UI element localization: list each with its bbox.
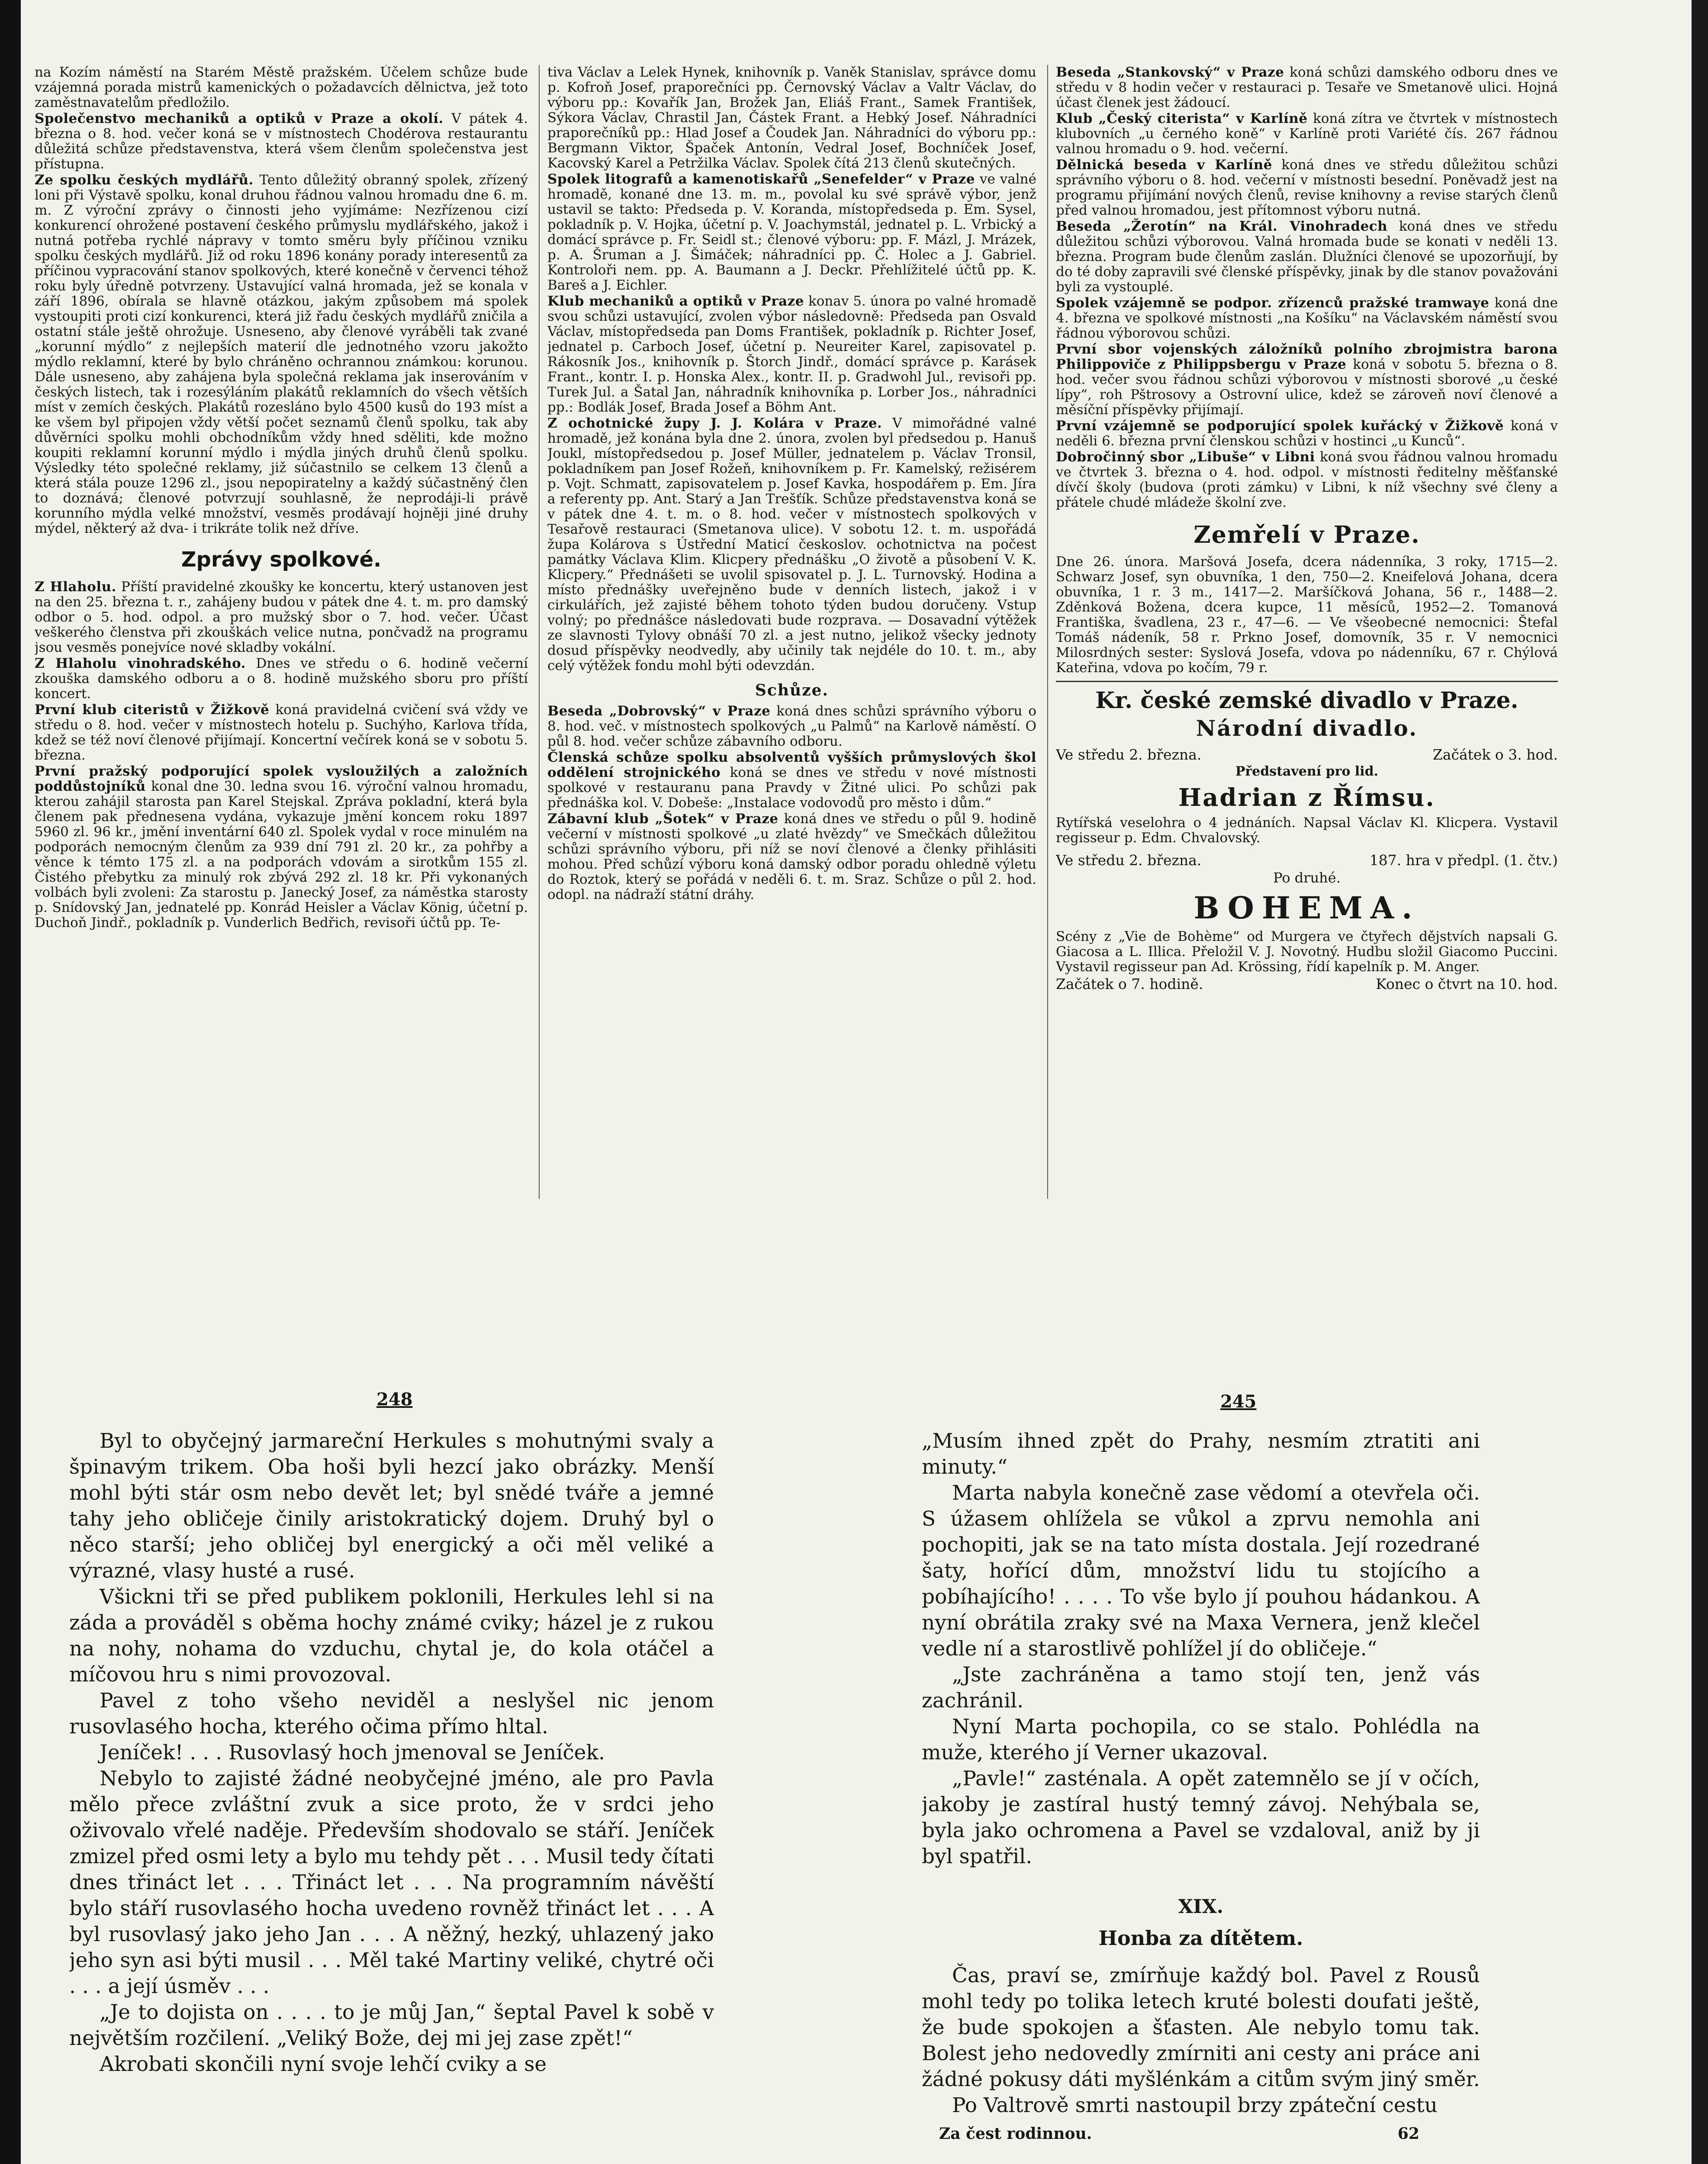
book-paragraph: „Je to dojista on . . . . to je můj Jan,“ šeptal Pavel k sobě v největším rozčilení. „Veliký Bože, dej mi jej zase zpět!“ <box>69 2000 714 2050</box>
news-column-2 <box>547 65 1036 1255</box>
notice-text: koná dnes ve středu důležitou schůzi výborovou. Valná hromada bude se konati v neděli 13. března. Program bude členům zaslán. Dlužníci členové se upozorňují, by do té doby zapravili své členské příspěvky, jinak by dle stanov považováni byli za vystouplé. <box>1056 219 1558 295</box>
notice-lead: Spolek litografů a kamenotiskařů „Senefelder“ v Praze <box>547 171 975 187</box>
notice-item <box>1056 158 1558 218</box>
notice-lead: Členská schůze spolku absolventů vyšších průmyslových škol oddělení strojnického <box>547 750 1036 780</box>
notice-lead: První klub citeristů v Žižkově <box>35 702 270 718</box>
scan-edge-left <box>0 0 21 2164</box>
notice-text: Dnes ve středu o 6. hodině večerní zkouška damského odboru a o 8. hodině mužského sboru pro příští koncert. <box>35 656 528 702</box>
notice-lead: První sbor vojenských záložníků polního zbrojmistra barona Philippoviče z Philippsbergu v Praze <box>1056 341 1558 372</box>
notice-text: konal dne 30. ledna svou 16. výroční valnou hromadu, kterou zahájil starosta pan Karel Stejskal. Zpráva pokladní, která byla členem pak přednesena vydána, vykazuje jmění koncem roku 1897 5960 zl. 96 kr., jmění inventární 640 zl. Spolek vydal v roce minulém na podporách nemocným členům za 939 dní 791 zl. 20 kr., za pohřby a věnce k témto 175 zl. a na podporách vdovám a sirotkům 155 zl. Čistého přebytku za minulý rok zbývá 292 zl. 18 kr. Při vykonaných volbách byli zvoleni: Za starostu p. Janecký Josef, za náměstka starosty p. Snídovský Jan, jednatelé pp. Konrád Heisler a Václav König, účetní p. Duchoň Jindř., pokladník p. Vunderlich Bedřich, revisoři účtů pp. Te- <box>35 779 528 931</box>
notice-item <box>547 65 1036 171</box>
performance-date: Ve středu 2. března. <box>1056 746 1202 763</box>
book-text <box>922 1428 1480 1870</box>
notice-lead: Z Hlaholu. <box>35 579 116 595</box>
notice-text: V mimořádné valné hromadě, jež konána byla dne 2. února, zvolen byl předsedou p. Hanuš Joukl, místopředsedou p. Josef Müller, jednatelem p. Václav Tronsil, pokladníkem pan Josef Rožeň, knihovníkem p. Fr. Kamelský, režisérem p. Vojt. Schmatt, zapisovatelem p. Josef Kavka, hospodářem p. Em. Jíra a referenty pp. Ant. Starý a Jan Trešťík. Schůze představenstva koná se v pátek dne 4. t. m. o 8. hod. večer v místnostech spolkových v Tesařově restauraci (Smetanova ulice). V sobotu 12. t. m. uspořádá župa Kolárova s Ústřední Maticí českoslov. ochotnictva na počest památky Václava Klim. Klicpery přednášku „O životě a působení V. K. Klicpery.“ Přednášeti se uvolil spisovatel p. J. L. Turnovský. Hodina a místo přednášky uveřejněno bude v denních listech, jakož i v cirkulářích, jež zajisté během tohoto týden budou doručeny. Vstup volný; po přednášce následovati bude rozprava. — Dosavadní výtěžek ze slavnosti Tylovy obnáší 70 zl. a jest nutno, jelikož všecky jednoty dosud příspěvky neodvedly, aby učinily tak nejdéle do 10. t. m., aby celý výtěžek fondu mohl býti odevzdán. <box>547 415 1036 673</box>
performance-2-header <box>1056 852 1558 869</box>
book-paragraph: Nyní Marta pochopila, co se stalo. Pohlédla na muže, kterého jí Verner ukazoval. <box>922 1715 1480 1765</box>
book-paragraph: Marta nabyla konečně zase vědomí a otevřela oči. S úžasem ohlížela se vůkol a zprvu nemohla ani pochopiti, jak se na tato místa dostala. Její rozedrané šaty, hořící dům, množství lidu tu stojícího a pobíhajícího! . . . . To vše bylo jí pouhou hádankou. A nyní obrátila zraky své na Maxa Vernera, jenž klečel vedle ní a starostlivě pohlížel jí do obličeje.“ <box>922 1481 1480 1661</box>
play-description: Scény z „Vie de Bohème“ od Murgera ve čtyřech dějstvích napsali G. Giacosa a L. Illica. Přeložil V. J. Novotný. Hudbu složil Giacomo Puccini. Vystavil regisseur pan Ad. Krössing, řídí kapelník p. M. Anger. <box>1056 929 1558 975</box>
notice-text: ve valné hromadě, konané dne 13. m. m., povolal ku své správě výbor, jenž ustavil se takto: Předseda p. V. Koranda, místopředseda p. Em. Sysel, pokladník p. V. Hojka, účetní p. V. Joachymstál, jednatel p. L. Vrbický a domácí správce p. Fr. Seidl st.; členové výboru: pp. F. Mázl, J. Mrázek, p. A. Šruman a J. Šimáček; náhradníci pp. Č. Holec a J. Gabriel. Kontroloři nem. pp. A. Baumann a J. Deckr. Přehlížitelé účtů pp. K. Bareš a J. Eichler. <box>547 171 1036 293</box>
notice-text: koná svou řádnou valnou hromadu ve čtvrtek 3. března o 4. hod. odpol. v místnosti ředitelny měšťanské dívčí školy (budova (proti zámku) v Libni, k níž všechny své členy a přátele chudé mládeže školní zve. <box>1056 449 1558 510</box>
notice-text: koná dnes ve středu důležitou schůzi správního výboru o 8. hod. večerní v místnosti besední. Poněvadž jest na programu přijímání nových členů, revise knihovny a revise starých členů před valnou hromadou, jest přítomnost výboru nutná. <box>1056 157 1558 218</box>
notice-lead: Klub mechaniků a optiků v Praze <box>547 293 804 309</box>
book-paragraph: „Musím ihned zpět do Prahy, nesmím ztratiti ani minuty.“ <box>922 1429 1480 1479</box>
performance-1-header <box>1056 746 1558 763</box>
chapter-number: XIX. <box>1178 1896 1224 1918</box>
notice-item <box>547 416 1036 673</box>
notice-item <box>547 172 1036 293</box>
notice-item <box>35 173 528 536</box>
notice-item <box>1056 65 1558 110</box>
chapter-text <box>922 1963 1480 2119</box>
notice-text: Příští pravidelné zkoušky ke koncertu, který ustanoven jest na den 25. března t. r., zahájeny budou v pátek dne 4. t. m. pro damský odbor o 5. hod. odpol. a pro mužský sbor o 7. hod. večer. Účast veškerého členstva při zkouškách velice nutna, pončvadž na programu jsou vesměs ponejvíce nové skladby vokální. <box>35 579 528 655</box>
notice-text: V pátek 4. března o 8. hod. večer koná se v místnostech Chodérova restaurantu důležitá schůze představenstva, která všem členům společenstva jest přístupna. <box>35 111 528 172</box>
book-paragraph: Všickni tři se před publikem poklonili, Herkules lehl si na záda a prováděl s oběma hochy známé cviky; házel je z rukou na nohy, nohama do vzduchu, chytal je, do kola otáčel a míčovou hru s nimi provozoval. <box>69 1585 714 1687</box>
notice-lead: Klub „Český citerista“ v Karlíně <box>1056 111 1308 126</box>
notice-item <box>35 656 528 702</box>
notice-lead: Dobročinný sbor „Libuše“ v Libni <box>1056 449 1315 465</box>
notice-item <box>547 750 1036 811</box>
notice-item <box>547 704 1036 749</box>
book-paragraph: Jeníček! . . . Rusovlasý hoch jmenoval se Jeníček. <box>100 1741 605 1765</box>
notice-text: Tento důležitý obranný spolek, zřízený loni při Výstavě spolku, konal druhou řádnou valnou hromadu dne 6. m. m. Z výroční zprávy o činnosti jeho vyjímáme: Nezřízenou cizí konkurencí ohrožené postavení českého průmyslu mydlářského, jakož i nutná potřeba rychlé nápravy v tomto směru byly příčinou vzniku spolku českých mydlářů. Již od roku 1896 konány porady interesentů za příčinou vypracování stanov spolkových, které konečně v červenci téhož roku byly úředně potvrzeny. Ustavující valná hromada, jež se konala v září 1896, obírala se hlavně otázkou, jakým způsobem má spolek vystoupiti proti cizí konkurenci, která již řadu českých mydlářů zničila a ostatní stále ještě ohrožuje. Usneseno, aby členové vyráběli tak zvané „korunní mýdlo“ z nejlepších materií dle jednotného vzoru jakožto mýdlo reklamní, které by bylo chráněno ochrannou známkou: korunou. Dále usneseno, aby zahájena byla společná reklama jak inserováním v českých listech, tak i rozesýláním plakátů reklamních do všech větších míst v zemích českých. Plakátů rozesláno bylo 4500 kusů do 193 míst a ke všem byl připojen vždy větší počet seznamů členů spolku, tak aby důvěrníci spolku mohli obchodníkům vždy hned sděliti, kde možno koupiti reklamní korunní mýdlo i mýdla jiných druhů členů spolku. Výsledky této společné reklamy, již súčastnilo se celkem 13 členů a která stála pouze 1296 zl., jsou nepopiratelny a každý súčastněný člen to doznává; členové potvrzují souhlasně, že neprodáji-li právě korunního mýdla velké množství, vesměs prodávají hojněji jiné druhy mýdel, některý až dva- i trikráte tolik než dříve. <box>35 172 528 536</box>
notice-item <box>35 111 528 172</box>
notice-lead: Spolek vzájemně se podpor. zřízenců pražské tramwaye <box>1056 295 1489 311</box>
notice-text: koná schůzi damského odboru dnes ve středu v 8 hodin večer v restauraci p. Tesaře ve Smetanově ulici. Hojná účast členek jest žádoucí. <box>1056 65 1558 110</box>
notice-lead: Beseda „Stankovský“ v Praze <box>1056 65 1284 80</box>
notice-item <box>1056 419 1558 449</box>
notice-text: koná se dnes ve středu v nové místnosti spolkové v restauranu pana Pravdy v Žitné ulici. Po schůzi pak přednáška kol. V. Dobeše: „Instalace vodovodů pro město i dům.“ <box>547 765 1036 811</box>
notice-item <box>547 812 1036 902</box>
notice-text: tiva Václav a Lelek Hynek, knihovník p. Vaněk Stanislav, správce domu p. Kofroň Josef, praporečníci pp. Černovský Václav a Valtr Václav, do výboru pp.: Kovařík Jan, Brožek Jan, Eliáš Frant., Samek František, Sýkora Václav, Chrastil Jan, Částek Frant. a Hebký Josef. Náhradníci praporečníků pp.: Hlad Josef a Čoudek Jan. Náhradníci do výboru pp.: Bergmann Viktor, Špaček Antonín, Vedral Josef, Bochníček Josef, Kacovský Karel a Petržilka Václav. Spolek čítá 213 členů skutečných. <box>547 65 1036 171</box>
section-heading: Zprávy spolkové. <box>181 547 382 572</box>
notice-text: koná zítra ve čtvrtek v místnostech klubovních „u černého koně“ v Karlíně proti Variété čís. 267 řádnou valnou hromadu o 9. hod. večerní. <box>1056 111 1558 157</box>
notice-text: koná dne 4. března ve spolkové místnosti „na Košíku“ na Václavském náměstí svou řádnou výborovou schůzi. <box>1056 295 1558 341</box>
notice-item <box>35 702 528 763</box>
notice-text: konav 5. února po valné hromadě svou schůzi ustavující, zvolen výbor následovně: Předseda pan Osvald Václav, místopředseda pan Doms František, pokladník p. Richter Josef, jednatel p. Carboch Josef, účetní p. Neureiter Karel, zapisovatel p. Rákosník Jos., knihovník p. Štorch Jindř., domácí správce p. Karásek Frant., kontr. I. p. Honska Alex., kontr. II. p. Gradwohl Jul., revisoři pp. Turek Jul. a Šatal Jan, náhradník knihovníka p. Lorber Jos., náhradníci pp.: Bodlák Josef, Brada Josef a Böhm Ant. <box>547 293 1036 415</box>
notice-lead: Ze spolku českých mydlářů. <box>35 172 254 188</box>
notice-lead: První pražský podporující spolek vysloužilých a založních poddůstojníků <box>35 763 528 794</box>
book-paragraph: Byl to obyčejný jarmareční Herkules s mohutnými svaly a špinavým trikem. Oba hoši byli hezcí jako obrázky. Menší mohl býti stár osm nebo devět let; byl snědé tváře a jemné tahy jeho obličeje činily aristokratický dojem. Druhý byl o něco starší; jeho obličej byl energický a oči měl veliké a výrazné, vlasy husté a rusé. <box>69 1429 714 1583</box>
notice-text: koná dnes schůzi správního výboru o 8. hod. več. v místnostech spolkových „u Palmů“ na Karlově náměstí. O půl 8. hod. večer schůze zábavního odboru. <box>547 703 1036 749</box>
notice-item <box>35 65 528 110</box>
notice-item <box>1056 450 1558 510</box>
performance-note: Po druhé. <box>1273 869 1341 886</box>
notice-text: koná dnes ve středu o půl 9. hodině večerní v místnosti spolkové „u zlaté hvězdy“ ve Smečkách důležitou schůzi správního výboru, při níž se noví členové a členky přihlásiti mohou. Před schůzí výboru koná damský odbor poradu ohledně výletu do Roztok, který se pořádá v neděli 6. t. m. Sraz. Schůze o půl 2. hod. odopl. na nádraží státní dráhy. <box>547 811 1036 902</box>
notice-lead: Dělnická beseda v Karlíně <box>1056 157 1272 173</box>
divider <box>1056 681 1558 682</box>
notice-item <box>35 764 528 931</box>
play-title: Hadrian z Římsu. <box>1178 783 1435 812</box>
performance-note: Představení pro lid. <box>1235 764 1379 779</box>
notice-text: koná v neděli 6. března první členskou schůzi v hostinci „u Kunců“. <box>1056 418 1558 449</box>
theatre-heading: Kr. české zemské divadlo v Praze. <box>1095 687 1518 714</box>
book-paragraph: „Jste zachráněna a tamo stojí ten, jenž vás zachránil. <box>922 1663 1480 1713</box>
news-column-3 <box>1056 65 1558 1255</box>
notice-lead: Společenstvo mechaniků a optiků v Praze a okolí. <box>35 111 444 126</box>
sheet-number: 62 <box>1397 2125 1419 2143</box>
notice-lead: Beseda „Dobrovský“ v Praze <box>547 703 771 719</box>
notice-text: na Kozím náměstí na Starém Městě pražském. Účelem schůze bude vzájemná porada mistrů kamenických o požadavcích dělnictva, jež toto zaměstnavatelům předložilo. <box>35 65 528 110</box>
deaths-heading: Zemřelí v Praze. <box>1193 521 1420 548</box>
book-paragraph: Po Valtrově smrti nastoupil brzy zpáteční cestu <box>952 2093 1438 2117</box>
notice-item <box>1056 342 1558 418</box>
section-heading: Schůze. <box>755 681 829 699</box>
notice-item <box>1056 111 1558 157</box>
book-paragraph: Pavel z toho všeho neviděl a neslyšel nic jenom rusovlasého hocha, kterého očima přímo hltal. <box>69 1689 714 1739</box>
play-description: Rytířská veselohra o 4 jednáních. Napsal Václav Kl. Klicpera. Vystavil regisseur p. Edm. Chvalovský. <box>1056 815 1558 846</box>
page-number-left: 248 <box>376 1389 413 1410</box>
performance-end: Konec o čtvrt na 10. hod. <box>1376 976 1558 992</box>
page-number-right: 245 <box>1220 1391 1257 1412</box>
book-paragraph: Akrobati skončili nyní svoje lehčí cviky a se <box>100 2052 547 2076</box>
scan-edge-right <box>1692 0 1708 2164</box>
footer-title: Za čest rodinnou. <box>939 2125 1092 2143</box>
theatre-subheading: Národní divadlo. <box>1196 715 1418 741</box>
book-page-right <box>922 1428 1480 2164</box>
notice-lead: První vzájemně se podporující spolek kuřácký v Žižkově <box>1056 418 1504 434</box>
notice-text: koná v sobotu 5. března o 8. hod. večer svou řádnou schůzi výborovou v místnosti sborové „u české lípy“, roh Pštrosovy a Ostrovní ulice, kdež se zároveň noví členové a měsíční příspěvky přijímají. <box>1056 357 1558 418</box>
play-title: BOHEMA. <box>1193 890 1420 926</box>
notice-item <box>547 294 1036 415</box>
news-column-1 <box>35 65 528 1255</box>
newspaper-section <box>35 65 1558 1255</box>
performance-date: Ve středu 2. března. <box>1056 852 1202 869</box>
notice-lead: Z ochotnické župy J. J. Kolára v Praze. <box>547 415 882 431</box>
book-footer <box>922 2125 1480 2143</box>
book-paragraph: Čas, praví se, zmírňuje každý bol. Pavel z Rousů mohl tedy po tolika letech kruté bolesti doufati ještě, že bude spokojen a šťasten. Ale nebylo tomu tak. Bolest jeho nedovedly zmírniti ani cesty ani práce ani žádné pokusy dáti myšlénkám a citům svým jiný směr. <box>922 1964 1480 2091</box>
chapter-title: Honba za dítětem. <box>1098 1926 1303 1950</box>
notice-item <box>1056 219 1558 295</box>
book-paragraph: Nebylo to zajisté žádné neobyčejné jméno, ale pro Pavla mělo přece zvláštní zvuk a sice proto, že v srdci jeho oživovalo vřelé naděje. Především shodovalo se stáří. Jeníček zmizel před osmi lety a bylo mu tehdy pět . . . Musil tedy čítati dnes třináct let . . . Třináct let . . . Na programním návěští bylo stáří rusovlasého hocha uvedeno rovněž třináct let . . . A byl rusovlasý jako jeho Jan . . . A něžný, hezký, uhlazený jako jeho syn asi býti musil . . . Měl také Martiny veliké, chytré oči . . . a její úsměv . . . <box>69 1767 714 1998</box>
book-paragraph: „Pavle!“ zasténala. A opět zatemnělo se jí v očích, jakoby je zastíral hustý temný závoj. Nehýbala se, byla jako ochromena a Pavel se vzdaloval, aniž by ji byl spatřil. <box>922 1767 1480 1868</box>
notice-item <box>35 580 528 655</box>
book-page-left <box>69 1428 714 2164</box>
notice-lead: Zábavní klub „Šotek“ v Praze <box>547 811 778 827</box>
performance-count: 187. hra v předpl. (1. čtv.) <box>1369 852 1558 869</box>
notice-item <box>1056 296 1558 341</box>
notice-text: koná pravidelná cvičení svá vždy ve středu o 8. hod. večer v místnostech hotelu p. Suchýho, Karlova třída, kdež se též noví členové přijímají. Koncertní večírek koná se v sobotu 5. března. <box>35 702 528 763</box>
performance-2-times <box>1056 976 1558 993</box>
deaths-list: Dne 26. února. Maršová Josefa, dcera nádenníka, 3 roky, 1715—2. Schwarz Josef, syn obuvníka, 1 den, 750—2. Kneifelová Johana, dcera obuvníka, 1 r. 3 m., 1417—2. Maršíčková Johana, 56 r., 1488—2. Zděnková Božena, dcera kupce, 11 měsíců, 1952—2. Tomanová Františka, švadlena, 23 r., 47—6. — Ve všeobecné nemocnici: Štefal Tomáš nádeník, 58 r. Prkno Josef, domovník, 35 r. V nemocnici Milosrdných sester: Syslová Josefa, vdova po nádenníku, 67 r. Chýlová Kateřina, vdova po kočím, 79 r. <box>1056 554 1558 676</box>
performance-start: Začátek o 7. hodině. <box>1056 976 1203 992</box>
notice-lead: Beseda „Žerotín“ na Král. Vinohradech <box>1056 219 1388 234</box>
notices-list <box>1056 65 1558 510</box>
performance-time: Začátek o 3. hod. <box>1432 746 1558 763</box>
notice-lead: Z Hlaholu vinohradského. <box>35 656 246 671</box>
